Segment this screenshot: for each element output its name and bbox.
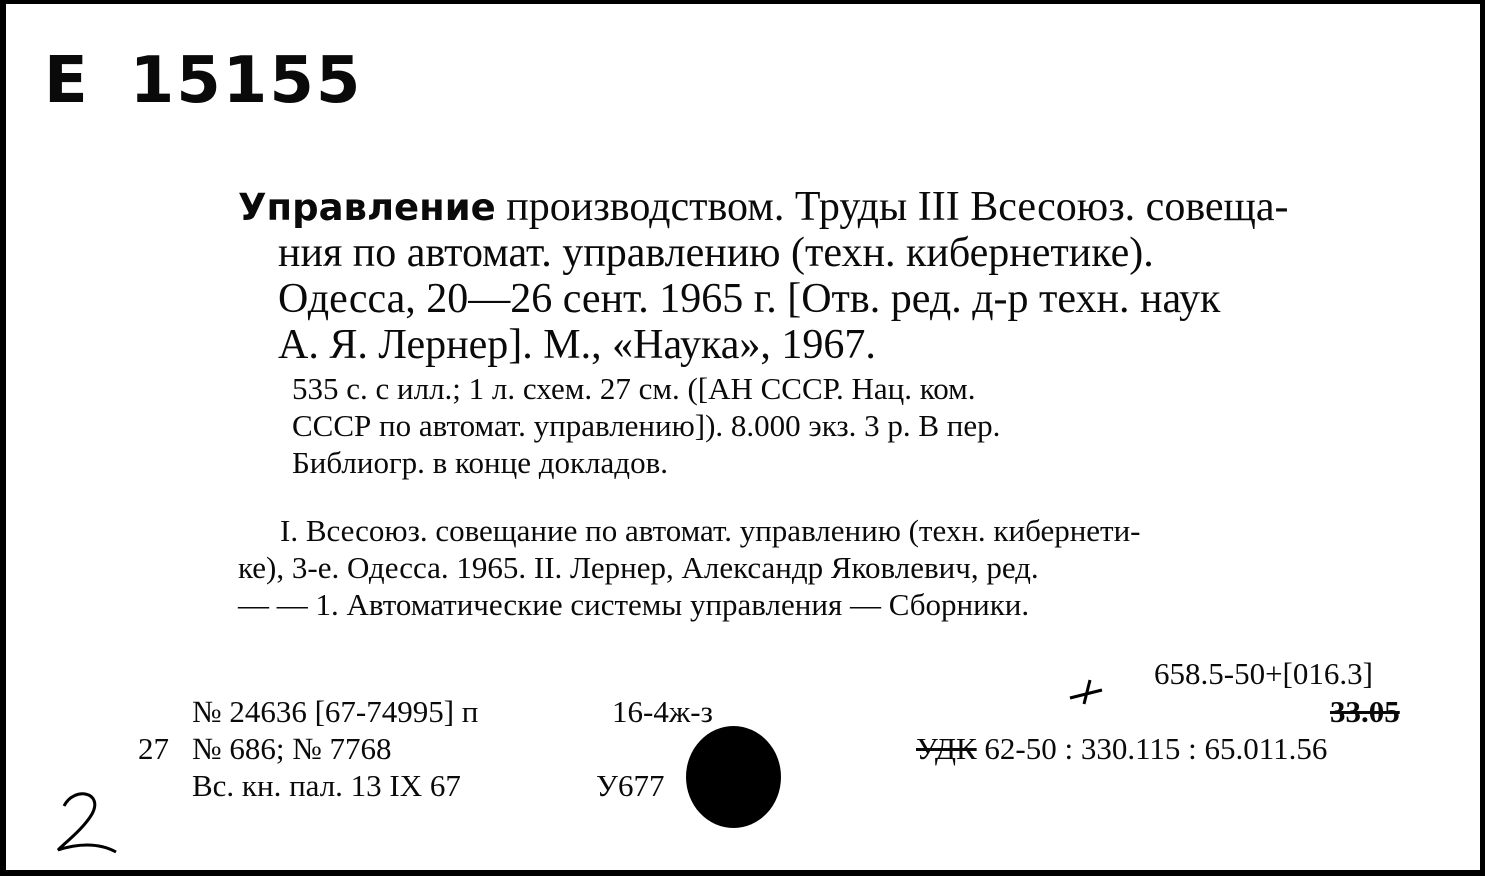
handwritten-mark-icon	[46, 784, 126, 864]
collation	[292, 370, 1000, 481]
classification-number: 658.5-50+[016.3]	[1154, 656, 1373, 691]
title-line-2: ния по автомат. управлению (техн. кибернетике).	[278, 230, 1154, 276]
collation-line-1: 535 с. с илл.; 1 л. схем. 27 см. ([АН СССР. Нац. ком.	[292, 371, 976, 406]
title-line-4: А. Я. Лернер]. М., «Наука», 1967.	[278, 322, 876, 368]
shelfmark-letter: Е	[44, 44, 90, 118]
title-line-1-text: производством. Труды III Всесоюз. совеща-	[495, 184, 1289, 230]
punch-hole-mark	[686, 726, 781, 828]
card-prefix: 27	[138, 731, 169, 766]
collation-line-3: Библиогр. в конце докладов.	[292, 445, 668, 480]
collation-line-2: СССР по автомат. управлению]). 8.000 экз. 3 р. В пер.	[292, 408, 1001, 443]
crossed-class-number: 33.05	[1330, 694, 1400, 729]
tracing-line-2: ке), 3-е. Одесса. 1965. II. Лернер, Александр Яковлевич, ред.	[238, 550, 1039, 585]
udc-label: УДК	[916, 731, 977, 766]
udc-number: 62-50 : 330.115 : 65.011.56	[984, 731, 1328, 766]
pen-check-icon	[1066, 676, 1106, 706]
title-line-1	[238, 184, 1289, 231]
title-line-3: Одесса, 20—26 сент. 1965 г. [Отв. ред. д-р техн. наук	[278, 276, 1221, 322]
author-mark: У677	[596, 768, 665, 803]
order-numbers: № 686; № 7768	[192, 731, 392, 766]
book-chamber-date: Вс. кн. пал. 13 IX 67	[192, 768, 461, 803]
shelfmark	[44, 44, 362, 118]
shelfmark-number: 15155	[129, 44, 363, 118]
accession-number: № 24636 [67-74995] п	[192, 694, 479, 729]
tracing-line-3: — — 1. Автоматические системы управления — Сборники.	[238, 587, 1030, 622]
udc-line	[916, 731, 1327, 767]
title-heading: Управление	[238, 186, 496, 229]
print-code: 16-4ж-з	[612, 694, 713, 729]
tracing-line-1: I. Всесоюз. совещание по автомат. управлению (техн. кибернети-	[280, 513, 1141, 548]
